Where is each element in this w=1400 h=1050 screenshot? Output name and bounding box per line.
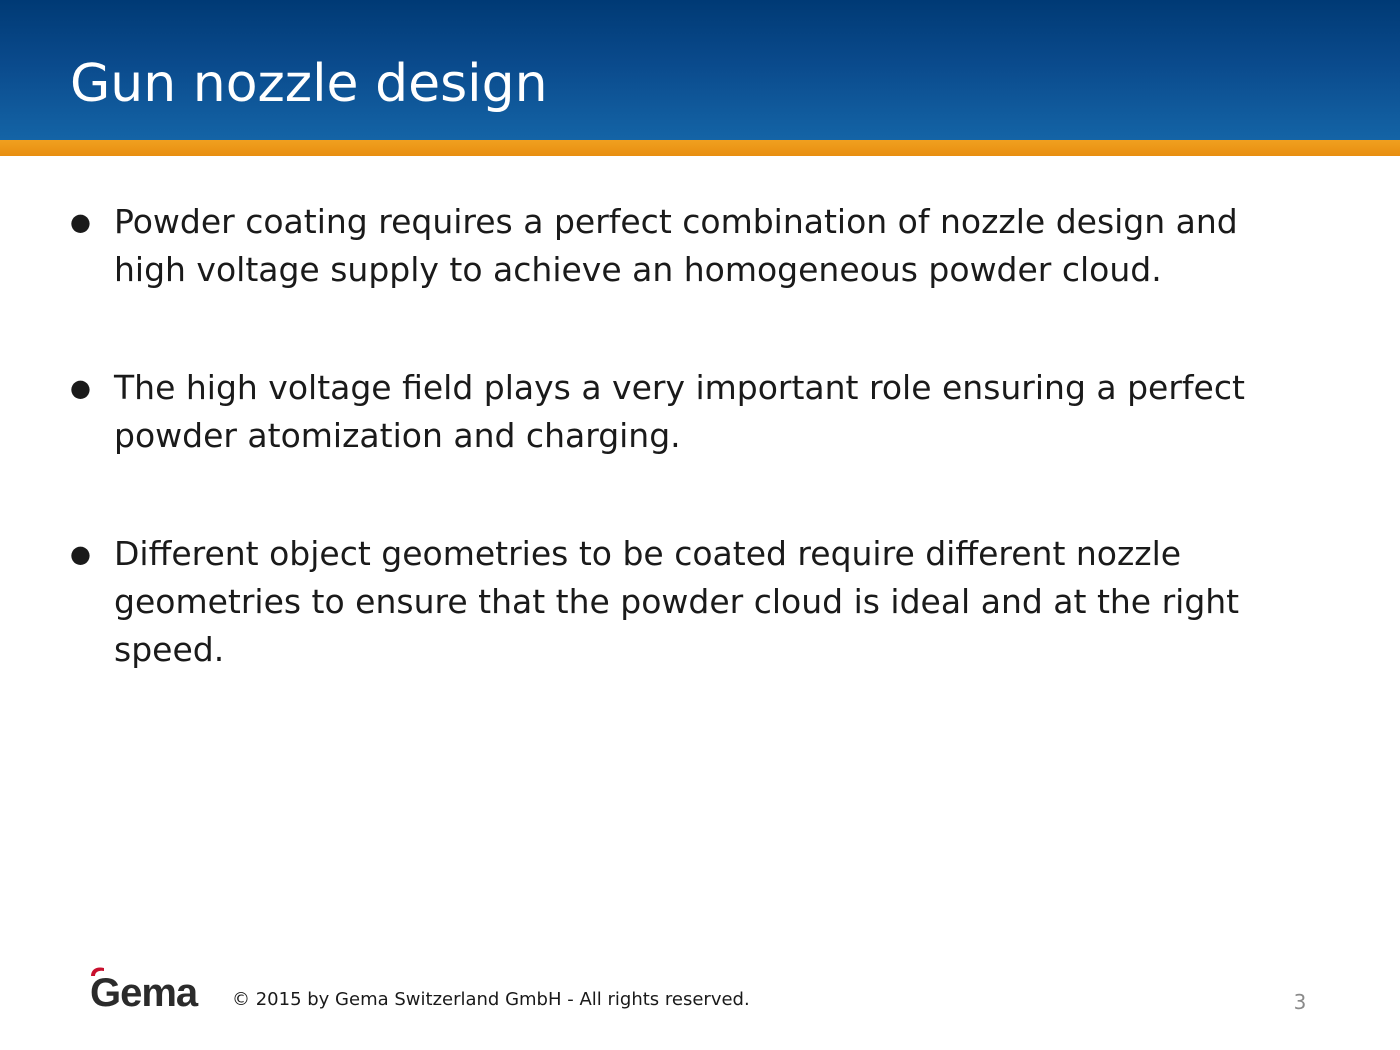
bullet-dot-icon: ● [70,540,91,568]
gema-logo [86,962,216,1014]
page-number: 3 [1293,990,1307,1014]
bullet-dot-icon: ● [70,208,91,236]
bullet-item [70,198,1260,294]
accent-stripe [0,140,1400,156]
bullet-dot-icon: ● [70,374,91,402]
bullet-text: The high voltage field plays a very important role ensuring a perfect powder atomization and charging. [114,368,1245,455]
bullet-item [70,364,1260,460]
slide-title: Gun nozzle design [70,54,548,114]
bullet-list [70,198,1260,744]
title-bar [0,0,1400,140]
bullet-text: Different object geometries to be coated require different nozzle geometries to ensure that the powder cloud is ideal and at the right speed. [114,534,1240,669]
bullet-text: Powder coating requires a perfect combination of nozzle design and high voltage supply to achieve an homogeneous powder cloud. [114,202,1238,289]
copyright-notice: © 2015 by Gema Switzerland GmbH - All rights reserved. [232,989,750,1010]
bullet-item [70,530,1260,674]
logo-wordmark: Gema [90,971,198,1014]
